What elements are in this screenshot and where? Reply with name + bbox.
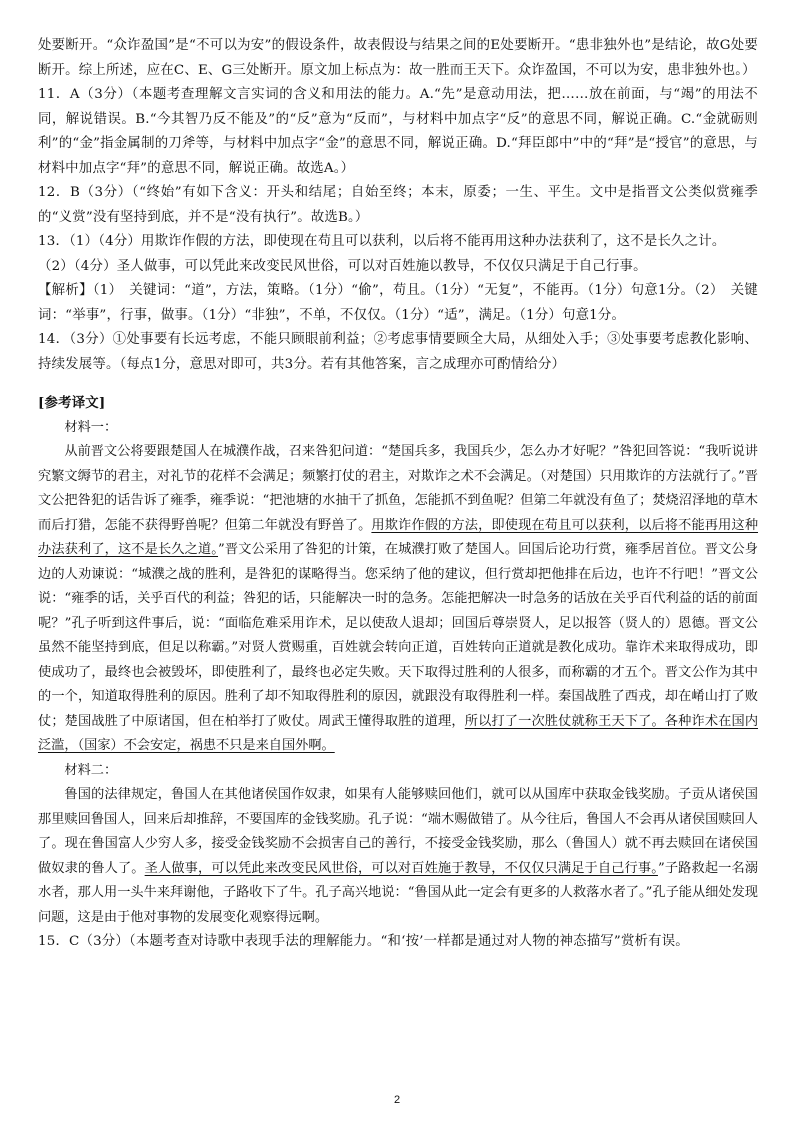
answer-11: 11．A（3分）（本题考查理解文言实词的含义和用法的能力。A.“先”是意动用法，把……放在前面，与“竭”的用法不同，解说错误。B.“今其智乃反不能及”的“反”意为“反而”，与材料中加点字“反”的意思不同，解说正确。C.“金就砺则利”的“金”指金属制的刀斧等，与材料中加点字“金”的意思不同，解说正确。D.“拜臣郎中”中的“拜”是“授官”的意思，与材料中加点字“拜”的意思不同，解说正确。故选A。）	[38, 87, 758, 176]
answer-13-analysis: 【解析】（1） 关键词：“道”，方法，策略。（1分）“偷”，苟且。（1分）“无复”，不能再。（1分）句意1分。（2） 关键词：“举事”，行事，做事。（1分）“非独”，不单，不仅仅。（1分）“适”，满足。（1分）句意1分。	[38, 283, 758, 323]
page-number: 2	[393, 1094, 401, 1106]
material-2-underline: 圣人做事，可以凭此来改变民风世俗，可以对百姓施于教导，不仅仅只满足于自己行事。	[144, 860, 658, 876]
answer-12: 12．B（3分）（“终始”有如下含义：开头和结尾；自始至终；本末，原委；一生、平生。文中是指晋文公类似赏雍季的“义赏”没有坚持到底，并不是“没有执行”。故选B。）	[38, 185, 758, 225]
answer-13-2: （2）（4分）圣人做事，可以凭此来改变民风世俗，可以对百姓施以教导，不仅仅只满足于自己行事。	[38, 258, 647, 274]
answer-14: 14．（3分）①处事要有长远考虑，不能只顾眼前利益；②考虑事情要顾全大局，从细处入手；③处事要考虑教化影响、持续发展等。（每点1分，意思对即可，共3分。若有其他答案，言之成理亦可酌情给分）	[38, 332, 758, 372]
material-1-underline-1: 用欺诈作假的方法，即使现在苟且可以获利，以后将不能再用这种办法获利了，这不是长久之道。	[38, 517, 759, 557]
document-body	[38, 34, 758, 955]
material-2-text	[38, 783, 758, 930]
material-1-label: 材料一：	[64, 419, 118, 435]
material-1-part-a: 从前晋文公将要跟楚国人在城濮作战，召来咎犯问道：“楚国兵多，我国兵少，怎么办才好呢？”咎犯回答说：“我听说讲究繁文缛节的君主，对礼节的花样不会满足；频繁打仗的君主，对欺诈之术不会满足。（对楚国）只用欺诈的方法就行了。”晋文公把咎犯的话告诉了雍季，雍季说：“把池塘的水抽干了抓鱼，怎能抓不到鱼呢？但第二年就没有鱼了；焚烧沼泽地的草木而后打猎，怎能不获得野兽呢？但第二年就没有野兽了。	[38, 444, 758, 533]
answer-15: 15．C（3分）（本题考查对诗歌中表现手法的理解能力。“和‘按’一样都是通过对人物的神态描写”赏析有误。	[38, 934, 689, 949]
material-1-text	[38, 440, 758, 759]
material-2-label: 材料二：	[64, 762, 118, 778]
material-1-part-b: ”晋文公采用了咎犯的计策，在城濮打败了楚国人。回国后论功行赏，雍季居首位。晋文公身边的人劝谏说：“城濮之战的胜利，是咎犯的谋略得当。您采纳了他的建议，但行赏却把他排在后边，也许不行吧！”晋文公说：“雍季的话，关乎百代的利益；咎犯的话，只能解决一时的急务。怎能把解决一时急务的话放在关乎百代利益的话的前面呢？”孔子听到这件事后，说：“面临危难采用诈术，足以使敌人退却；回国后尊崇贤人，足以报答（贤人的）恩德。晋文公虽然不能坚持到底，但足以称霸。”对贤人赏赐重，百姓就会转向正道，百姓转向正道就是教化成功。靠诈术来取得成功，即使成功了，最终也会被毁坏，即使胜利了，最终也必定失败。天下取得过胜利的人很多，而称霸的才五个。晋文公作为其中的一个，知道取得胜利的原因。胜利了却不知取得胜利的原因，就跟没有取得胜利一样。秦国战胜了西戎，却在崤山打了败仗；楚国战胜了中原诸国，但在柏举打了败仗。周武王懂得取胜的道理，	[38, 542, 758, 729]
material-2-part-b: ”子路救起一名溺水者，那人用一头牛来拜谢他，子路收下了牛。孔子高兴地说：“鲁国从此一定会有更多的人救落水者了。”孔子能从细处发现问题，这是由于他对事物的发展变化观察得远啊。	[38, 860, 759, 925]
material-1-underline-2: 所以打了一次胜仗就称王天下了。各种诈术在国内泛滥，（国家）不会安定，祸患不只是来自国外啊。	[38, 713, 759, 753]
answer-paragraph: 处要断开。“众诈盈国”是“不可以为安”的假设条件，故表假设与结果之间的E处要断开。“患非独外也”是结论，故G处要断开。综上所述，应在C、E、G三处断开。原文加上标点为：故一胜而王天下。众诈盈国，不可以为安，患非独外也。）	[38, 38, 758, 78]
material-2-part-a: 鲁国的法律规定，鲁国人在其他诸侯国作奴隶，如果有人能够赎回他们，就可以从国库中获取金钱奖励。子贡从诸侯国那里赎回鲁国人，回来后却推辞，不要国库的金钱奖励。孔子说：“端木赐做错了。从今往后，鲁国人不会再从诸侯国赎回人了。现在鲁国富人少穷人多，接受金钱奖励不会损害自己的善行，不接受金钱奖励，那么（鲁国人）就不再去赎回在诸侯国做奴隶的鲁人了。	[38, 787, 758, 876]
answer-13-1: 13．（1）（4分）用欺诈作假的方法，即使现在苟且可以获利，以后将不能再用这种办法获利了，这不是长久之计。	[38, 234, 726, 249]
reference-translation-heading: [参考译文]	[38, 395, 106, 411]
